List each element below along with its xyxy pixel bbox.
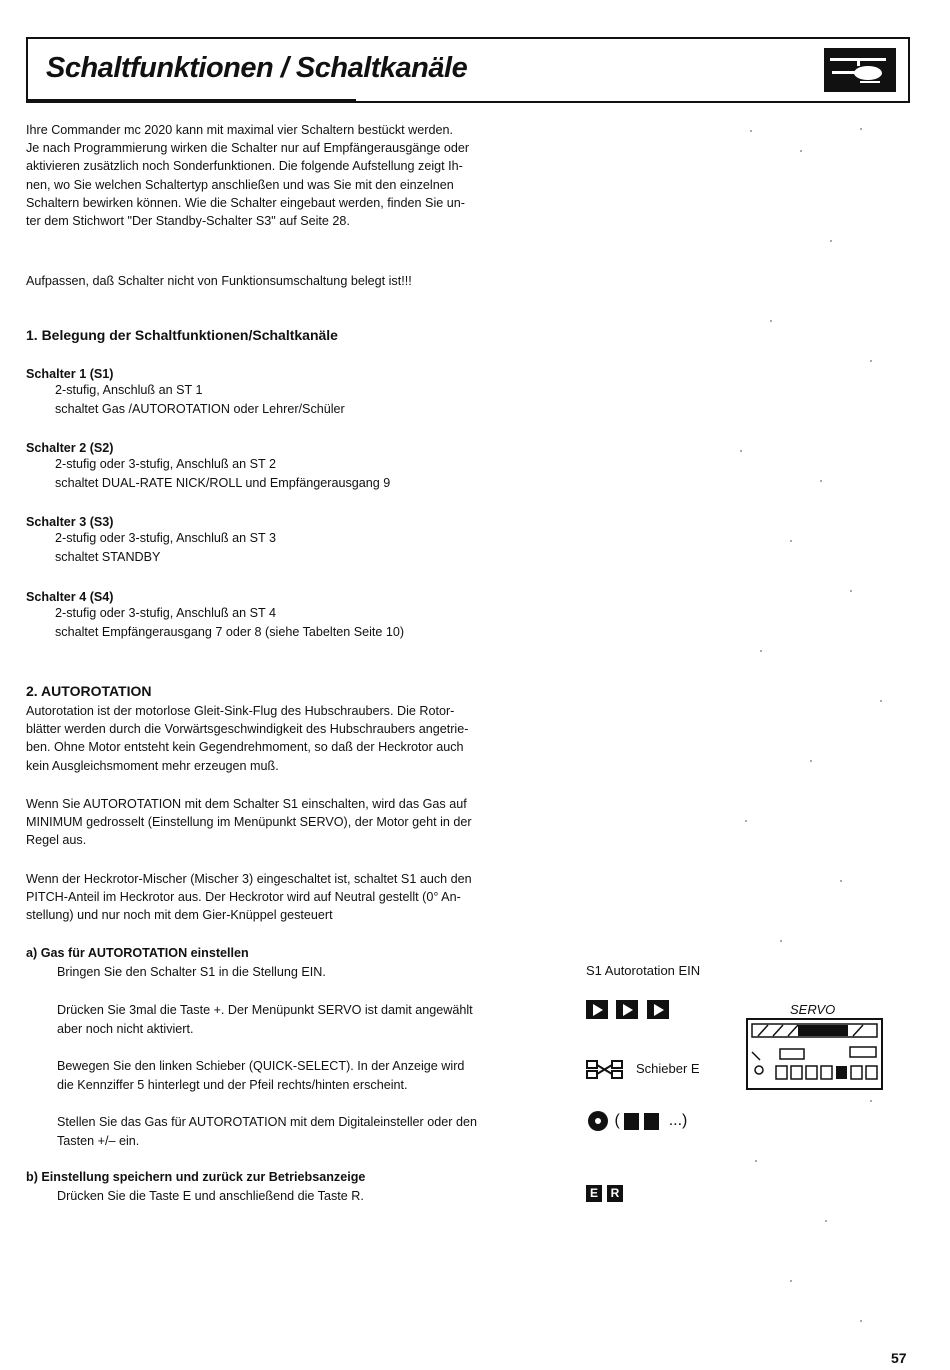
para-line: stellung) und nur noch mit dem Gier-Knüppel gesteuert: [26, 908, 333, 923]
key-e: E: [586, 1185, 602, 1202]
para-line: Wenn der Heckrotor-Mischer (Mischer 3) eingeschaltet ist, schaltet S1 auch den: [26, 872, 472, 886]
step-line: die Kennziffer 5 hinterlegt und der Pfeil rechts/hinten erscheint.: [57, 1077, 408, 1092]
slider-icon: [586, 1058, 626, 1085]
intro-line: nen, wo Sie welchen Schaltertyp anschließen und was Sie mit den einzelnen: [26, 177, 454, 192]
step-a4: [57, 1113, 477, 1150]
plus-key-icon: [616, 1000, 638, 1019]
switch-block-s4: [26, 590, 404, 641]
step-line: Drücken Sie 3mal die Taste +. Der Menüpunkt SERVO ist damit angewählt: [57, 1003, 473, 1017]
plus-key-icon: [586, 1000, 608, 1019]
autorotation-para-2: [26, 795, 472, 850]
intro-line: Ihre Commander mc 2020 kann mit maximal vier Schaltern bestückt werden.: [26, 123, 453, 137]
key-r: R: [607, 1185, 623, 1202]
digital-adjuster-group: [586, 1110, 687, 1132]
para-line: Regel aus.: [26, 833, 87, 848]
step-a3: [57, 1057, 464, 1094]
helicopter-icon: [824, 48, 896, 92]
switch-block-s1: [26, 367, 345, 418]
step-b1: [57, 1187, 364, 1206]
s1-autorotation-label: S1 Autorotation EIN: [586, 963, 701, 978]
para-line: MINIMUM gedrosselt (Einstellung im Menüpunkt SERVO), der Motor geht in der: [26, 815, 472, 830]
switch-title: Schalter 4 (S4): [26, 590, 114, 604]
ellipsis-paren: ...): [668, 1112, 688, 1129]
switch-title: Schalter 1 (S1): [26, 367, 114, 381]
step-line: aber noch nicht aktiviert.: [57, 1021, 194, 1036]
switch-line: schaltet Empfängerausgang 7 oder 8 (siehe Tabelten Seite 10): [55, 624, 405, 639]
plus-key-sequence: [586, 1000, 673, 1024]
page-title: Schaltfunktionen / Schaltkanäle: [46, 52, 468, 84]
header-underline: [26, 99, 356, 102]
para-line: PITCH-Anteil im Heckrotor aus. Der Heckrotor wird auf Neutral gestellt (0° An-: [26, 890, 461, 905]
switch-block-s3: [26, 515, 276, 566]
intro-line: aktivieren zusätzlich noch Sonderfunktionen. Die folgende Aufstellung zeigt Ih-: [26, 159, 463, 174]
switch-title: Schalter 2 (S2): [26, 441, 114, 455]
key-e-r-group: [586, 1184, 628, 1202]
step-line: Stellen Sie das Gas für AUTOROTATION mit dem Digitaleinsteller oder den: [57, 1115, 477, 1129]
para-line: blätter werden durch die Vorwärtsgeschwindigkeit des Hubschraubers angetrie-: [26, 722, 469, 737]
intro-line: ter dem Stichwort "Der Standby-Schalter S3" auf Seite 28.: [26, 214, 350, 229]
switch-line: 2-stufig oder 3-stufig, Anschluß an ST 2: [55, 457, 276, 471]
switch-line: schaltet DUAL-RATE NICK/ROLL und Empfängerausgang 9: [55, 475, 391, 490]
switch-line: schaltet Gas /AUTOROTATION oder Lehrer/Schüler: [55, 401, 345, 416]
schieber-label: Schieber E: [636, 1061, 700, 1076]
para-line: ben. Ohne Motor entsteht kein Gegendrehmoment, so daß der Heckrotor auch: [26, 740, 464, 755]
switch-line: schaltet STANDBY: [55, 549, 161, 564]
scan-noise: [730, 120, 890, 1340]
plus-key-icon: [644, 1113, 659, 1130]
para-line: Autorotation ist der motorlose Gleit-Sink-Flug des Hubschraubers. Die Rotor-: [26, 704, 455, 718]
lcd-title: SERVO: [790, 1002, 836, 1017]
switch-title: Schalter 3 (S3): [26, 515, 114, 529]
step-line: Tasten +/– ein.: [57, 1133, 140, 1148]
intro-line: Schaltern bewirken können. Wie die Schalter eingebaut werden, finden Sie un-: [26, 195, 465, 210]
intro-paragraph: [26, 121, 469, 230]
subsection-b-heading: b) Einstellung speichern und zurück zur Betriebsanzeige: [26, 1170, 366, 1184]
page-number: 57: [891, 1350, 907, 1366]
para-line: Wenn Sie AUTOROTATION mit dem Schalter S1 einschalten, wird das Gas auf: [26, 797, 467, 811]
para-line: kein Ausgleichsmoment mehr erzeugen muß.: [26, 758, 279, 773]
section1-heading: 1. Belegung der Schaltfunktionen/Schaltkanäle: [26, 327, 338, 343]
step-line: Bringen Sie den Schalter S1 in die Stellung EIN.: [57, 965, 326, 979]
open-paren: (: [614, 1112, 620, 1129]
autorotation-para-1: [26, 702, 468, 775]
digital-adjuster-icon: [586, 1110, 610, 1132]
warning-text: Aufpassen, daß Schalter nicht von Funktionsumschaltung belegt ist!!!: [26, 274, 412, 288]
step-line: Bewegen Sie den linken Schieber (QUICK-SELECT). In der Anzeige wird: [57, 1059, 465, 1073]
section2-heading: 2. AUTOROTATION: [26, 683, 152, 699]
step-line: Drücken Sie die Taste E und anschließend die Taste R.: [57, 1189, 364, 1203]
subsection-a-heading: a) Gas für AUTOROTATION einstellen: [26, 946, 249, 960]
switch-line: 2-stufig oder 3-stufig, Anschluß an ST 4: [55, 606, 276, 620]
step-a2: [57, 1001, 473, 1038]
switch-block-s2: [26, 441, 390, 492]
plus-key-icon: [647, 1000, 669, 1019]
autorotation-para-3: [26, 870, 472, 925]
switch-line: 2-stufig oder 3-stufig, Anschluß an ST 3: [55, 531, 276, 545]
minus-key-icon: [624, 1113, 639, 1130]
switch-line: 2-stufig, Anschluß an ST 1: [55, 383, 203, 397]
intro-line: Je nach Programmierung wirken die Schalter nur auf Empfängerausgänge oder: [26, 141, 470, 156]
step-a1: [57, 963, 326, 982]
